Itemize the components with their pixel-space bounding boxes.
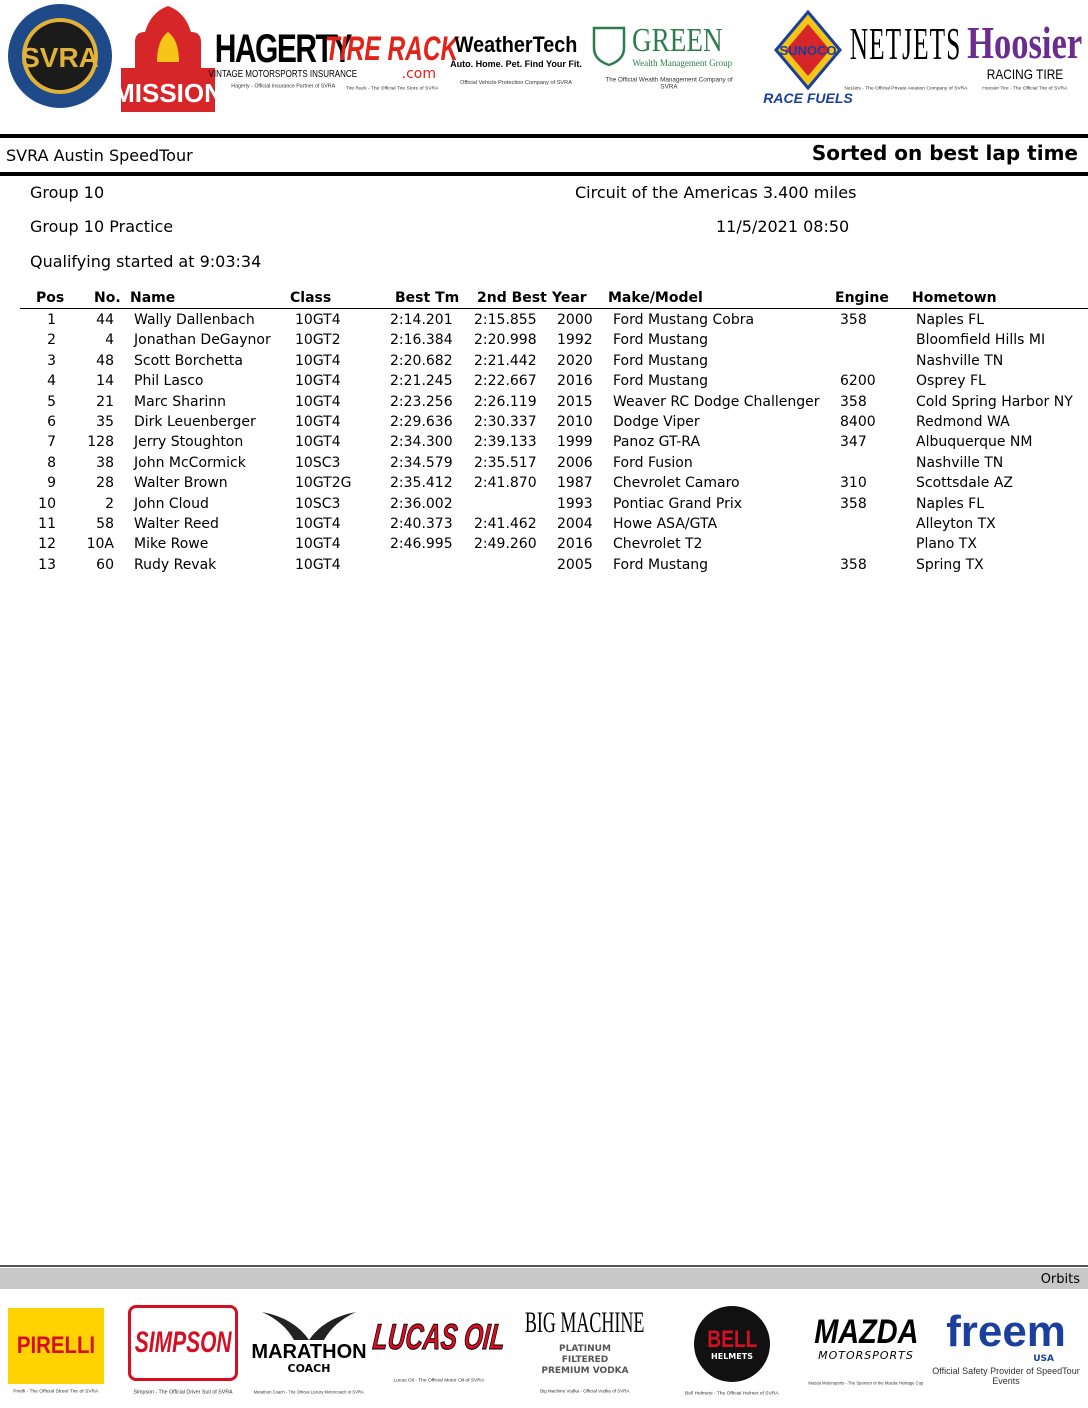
cell-engine: 347 [840, 434, 867, 451]
svra-logo [6, 0, 114, 112]
cell-second: 2:35.517 [474, 454, 537, 471]
cell-class: 10GT4 [295, 556, 341, 573]
netjets-caption: NetJets - The Official Private Aviation Company of SVRA [844, 86, 968, 92]
pirelli-caption: Pirelli - The Official Street Tire of SVRA [13, 1389, 99, 1395]
cell-hometown: Plano TX [916, 536, 977, 553]
col-engine: Engine [835, 290, 889, 306]
cell-year: 1999 [557, 434, 593, 451]
cell-make: Weaver RC Dodge Challenger [613, 393, 820, 410]
cell-name: John McCormick [134, 454, 246, 471]
cell-pos: 5 [47, 393, 56, 410]
green-wordmark: GREEN [632, 22, 724, 60]
col-no: No. [94, 290, 121, 306]
cell-make: Ford Mustang [613, 556, 709, 573]
cell-best: 2:14.201 [390, 312, 453, 328]
bell-logo [676, 1300, 788, 1404]
cell-best: 2:36.002 [390, 495, 453, 512]
cell-class: 10GT4 [295, 312, 341, 328]
cell-no: 21 [96, 393, 114, 410]
mission-bell-icon [113, 2, 223, 112]
cell-hometown: Nashville TN [916, 352, 1004, 369]
bigmachine-logo [510, 1300, 660, 1404]
cell-hometown: Cold Spring Harbor NY [916, 393, 1073, 410]
cell-best: 2:34.579 [390, 454, 453, 471]
cell-no: 14 [96, 373, 114, 390]
col-hometown: Hometown [912, 290, 997, 306]
cell-hometown: Osprey FL [916, 373, 986, 390]
cell-class: 10GT4 [295, 373, 341, 390]
hagerty-tagline: VINTAGE MOTORSPORTS INSURANCE [208, 69, 358, 81]
cell-second: 2:22.667 [474, 373, 537, 390]
cell-class: 10GT2G [295, 475, 352, 492]
hagerty-caption: Hagerty - Official Insurance Partner of SVRA [231, 84, 335, 90]
cell-second: 2:21.442 [474, 352, 537, 369]
cell-make: Ford Mustang [613, 373, 709, 390]
footer-rule [0, 1265, 1088, 1267]
cell-hometown: Naples FL [916, 312, 985, 328]
cell-year: 1993 [557, 495, 593, 512]
mission-logo [113, 2, 223, 112]
cell-year: 2015 [557, 393, 593, 410]
cell-no: 28 [96, 475, 114, 492]
bell-badge [694, 1306, 770, 1382]
cell-pos: 2 [47, 332, 56, 349]
table-header-rule [20, 308, 1088, 309]
cell-no: 128 [87, 434, 114, 451]
weathertech-caption: Official Vehicle Protection Company of SVRA [460, 79, 572, 86]
cell-class: 10GT4 [295, 393, 341, 410]
cell-name: Walter Brown [134, 475, 228, 492]
cell-name: Wally Dallenbach [134, 312, 255, 328]
marathon-logo [244, 1300, 374, 1404]
cell-class: 10GT4 [295, 515, 341, 532]
cell-engine: 8400 [840, 413, 876, 430]
cell-hometown: Albuquerque NM [916, 434, 1033, 451]
green-logo [594, 10, 744, 106]
cell-hometown: Bloomfield Hills MI [916, 332, 1046, 349]
table-row [0, 515, 1088, 535]
svra-seal-icon [7, 1, 113, 111]
cell-make: Ford Mustang [613, 352, 709, 369]
weathertech-tagline: Auto. Home. Pet. Find Your Fit. [450, 58, 582, 69]
cell-pos: 13 [38, 556, 56, 573]
lucasoil-wordmark: LUCAS OIL [371, 1316, 507, 1358]
hagerty-wordmark: HAGERTY [214, 27, 352, 72]
cell-hometown: Redmond WA [916, 413, 1010, 430]
cell-year: 2010 [557, 413, 593, 430]
cell-make: Howe ASA/GTA [613, 515, 718, 532]
cell-second: 2:41.870 [474, 475, 537, 492]
cell-second: 2:49.260 [474, 536, 537, 553]
table-row [0, 495, 1088, 515]
table-row [0, 311, 1088, 331]
sunoco-logo [763, 4, 853, 112]
mazda-caption: Mazda Motorsports - The Sponsor of the Mazda Heritage Cup [808, 1381, 924, 1386]
cell-pos: 11 [38, 515, 56, 532]
mazda-wordmark: MAZDA [813, 1312, 919, 1351]
sunoco-diamond-icon [774, 10, 842, 90]
simpson-wordmark: SIMPSON [134, 1326, 232, 1360]
bell-sub: HELMETS [711, 1351, 753, 1361]
bigmachine-sub: PLATINUM FILTERED PREMIUM VODKA [541, 1343, 629, 1376]
cell-make: Ford Mustang Cobra [613, 312, 755, 328]
cell-hometown: Scottsdale AZ [916, 475, 1014, 492]
cell-make: Panoz GT-RA [613, 434, 701, 451]
marathon-caption: Marathon Coach - The Official Luxury Motorcoach of SVRA [253, 1390, 365, 1395]
cell-name: Phil Lasco [134, 373, 204, 390]
simpson-caption: Simpson - The Official Driver Suit of SVRA [133, 1390, 233, 1396]
cell-name: Scott Borchetta [134, 352, 243, 369]
cell-engine: 358 [840, 312, 867, 328]
cell-best: 2:35.412 [390, 475, 453, 492]
netjets-logo [844, 6, 968, 108]
table-row [0, 474, 1088, 494]
weathertech-logo [446, 20, 586, 100]
cell-make: Ford Fusion [613, 454, 693, 471]
sort-title: Sorted on best lap time [811, 141, 1078, 165]
mazda-sub: MOTORSPORTS [818, 1348, 914, 1362]
cell-best: 2:40.373 [390, 515, 453, 532]
cell-best: 2:20.682 [390, 352, 453, 369]
cell-engine: 358 [840, 556, 867, 573]
cell-make: Pontiac Grand Prix [613, 495, 743, 512]
cell-second: 2:39.133 [474, 434, 537, 451]
col-best: Best Tm [395, 290, 460, 306]
cell-class: 10GT4 [295, 352, 341, 369]
cell-hometown: Alleyton TX [916, 515, 996, 532]
cell-year: 2004 [557, 515, 593, 532]
gwmg-shield-icon [592, 26, 626, 66]
cell-best: 2:46.995 [390, 536, 453, 553]
results-table-body [0, 311, 1088, 576]
cell-pos: 9 [47, 475, 56, 492]
cell-year: 2016 [557, 373, 593, 390]
cell-engine: 6200 [840, 373, 876, 390]
footer-band [0, 1268, 1088, 1289]
lucasoil-logo [371, 1300, 507, 1404]
cell-name: Dirk Leuenberger [134, 413, 256, 430]
cell-second: 2:30.337 [474, 413, 537, 430]
cell-hometown: Naples FL [916, 495, 985, 512]
freem-logo [930, 1298, 1082, 1398]
green-mark [592, 24, 745, 68]
cell-year: 2005 [557, 556, 593, 573]
cell-make: Chevrolet Camaro [613, 475, 740, 492]
table-row [0, 454, 1088, 474]
cell-year: 1992 [557, 332, 593, 349]
marathon-wings-icon [254, 1308, 364, 1342]
freem-wordmark: freem [946, 1306, 1066, 1356]
sunoco-lettering: SUNOCO [779, 43, 837, 58]
cell-class: 10GT4 [295, 536, 341, 553]
cell-no: 58 [96, 515, 114, 532]
cell-no: 2 [105, 495, 114, 512]
table-row [0, 393, 1088, 413]
cell-pos: 1 [47, 312, 56, 328]
col-year: Year [552, 290, 587, 306]
cell-second: 2:15.855 [474, 312, 537, 328]
cell-class: 10GT4 [295, 434, 341, 451]
table-row [0, 331, 1088, 351]
cell-hometown: Nashville TN [916, 454, 1004, 471]
cell-no: 4 [105, 332, 114, 349]
mission-lettering: MISSION [113, 78, 223, 108]
header-rule-bottom [0, 172, 1088, 176]
cell-pos: 8 [47, 454, 56, 471]
cell-best: 2:29.636 [390, 413, 453, 430]
table-row [0, 352, 1088, 372]
header-rule-top [0, 134, 1088, 138]
bell-caption: Bell Helmets - The Official Helmet of SVRA [685, 1391, 779, 1397]
tirerack-dotcom: .com [401, 65, 436, 82]
cell-no: 44 [96, 312, 114, 328]
lucasoil-caption: Lucas Oil - The Official Motor Oil of SVRA [393, 1378, 485, 1384]
cell-pos: 7 [47, 434, 56, 451]
table-row [0, 433, 1088, 453]
col-name: Name [130, 290, 176, 306]
cell-hometown: Spring TX [916, 556, 984, 573]
simpson-logo [124, 1298, 242, 1404]
cell-make: Chevrolet T2 [613, 536, 703, 553]
session-datetime: 11/5/2021 08:50 [716, 217, 850, 236]
qualifying-start: Qualifying started at 9:03:34 [30, 252, 262, 271]
netjets-wordmark: NETJETS [850, 18, 962, 70]
cell-pos: 10 [38, 495, 56, 512]
sponsor-bar-top [0, 0, 1088, 122]
cell-best: 2:34.300 [390, 434, 453, 451]
col-second: 2nd Best [477, 290, 547, 306]
group-label: Group 10 [30, 183, 105, 202]
cell-year: 2000 [557, 312, 593, 328]
cell-pos: 3 [47, 352, 56, 369]
cell-no: 48 [96, 352, 114, 369]
event-title: SVRA Austin SpeedTour [6, 146, 193, 165]
freem-caption: Official Safety Provider of SpeedTour Events [932, 1365, 1080, 1386]
tirerack-logo [325, 14, 459, 110]
cell-pos: 12 [38, 536, 56, 553]
cell-make: Dodge Viper [613, 413, 700, 430]
cell-class: 10GT2 [295, 332, 341, 349]
cell-pos: 6 [47, 413, 56, 430]
bigmachine-caption: Big Machine Vodka - Official Vodka of SVRA [540, 1389, 630, 1395]
cell-pos: 4 [47, 373, 56, 390]
sunoco-sub: RACE FUELS [763, 90, 853, 106]
session-label: Group 10 Practice [30, 217, 174, 236]
hoosier-sub: RACING TIRE [986, 65, 1064, 82]
hoosier-logo [964, 4, 1086, 108]
cell-year: 2016 [557, 536, 593, 553]
cell-name: Rudy Revak [134, 556, 217, 573]
col-make: Make/Model [608, 290, 703, 306]
cell-class: 10SC3 [295, 495, 341, 512]
tirerack-caption: Tire Rack - The Official Tire Store of SVRA [345, 85, 439, 91]
hoosier-caption: Hoosier Tire - The Official Tire of SVRA [982, 85, 1068, 91]
cell-engine: 310 [840, 475, 867, 492]
cell-no: 35 [96, 413, 114, 430]
table-row [0, 535, 1088, 555]
cell-make: Ford Mustang [613, 332, 709, 349]
cell-name: Marc Sharinn [134, 393, 226, 410]
col-class: Class [290, 290, 332, 306]
table-row [0, 372, 1088, 392]
pirelli-logo [4, 1300, 108, 1404]
pirelli-badge [8, 1308, 104, 1384]
cell-class: 10GT4 [295, 413, 341, 430]
green-sub: Wealth Management Group [632, 58, 733, 69]
cell-second: 2:20.998 [474, 332, 537, 349]
cell-no: 38 [96, 454, 114, 471]
circuit-label: Circuit of the Americas 3.400 miles [575, 183, 857, 202]
cell-second: 2:41.462 [474, 515, 537, 532]
table-row [0, 556, 1088, 576]
cell-year: 2020 [557, 352, 593, 369]
simpson-badge [128, 1305, 238, 1381]
col-pos: Pos [36, 290, 65, 306]
cell-name: Jerry Stoughton [134, 434, 244, 451]
orbits-label: Orbits [1040, 1272, 1080, 1287]
bell-wordmark: BELL [706, 1325, 758, 1353]
tirerack-wordmark: TIRE RACK [325, 29, 459, 68]
cell-name: Jonathan DeGaynor [134, 332, 271, 349]
cell-engine: 358 [840, 393, 867, 410]
cell-no: 60 [96, 556, 114, 573]
cell-class: 10SC3 [295, 454, 341, 471]
table-row [0, 413, 1088, 433]
weathertech-wordmark: WeatherTech [454, 31, 578, 57]
mazda-logo [798, 1298, 934, 1404]
cell-second: 2:26.119 [474, 393, 537, 410]
cell-engine: 358 [840, 495, 867, 512]
cell-best: 2:21.245 [390, 373, 453, 390]
cell-name: John Cloud [134, 495, 209, 512]
svra-lettering: SVRA [21, 42, 99, 73]
cell-name: Mike Rowe [134, 536, 209, 553]
cell-year: 2006 [557, 454, 593, 471]
bigmachine-wordmark: BIG MACHINE [525, 1305, 645, 1339]
cell-best: 2:23.256 [390, 393, 453, 410]
marathon-wordmark: MARATHON [251, 1340, 367, 1363]
green-caption: The Official Wealth Management Company of SVRA [605, 77, 733, 91]
cell-best: 2:16.384 [390, 332, 453, 349]
pirelli-wordmark: PIRELLI [16, 1332, 96, 1360]
cell-no: 10A [86, 536, 114, 553]
marathon-sub: COACH [287, 1361, 331, 1375]
cell-year: 1987 [557, 475, 593, 492]
hoosier-wordmark: Hoosier [967, 16, 1083, 68]
freem-sub: USA [1033, 1353, 1054, 1364]
cell-name: Walter Reed [134, 515, 219, 532]
